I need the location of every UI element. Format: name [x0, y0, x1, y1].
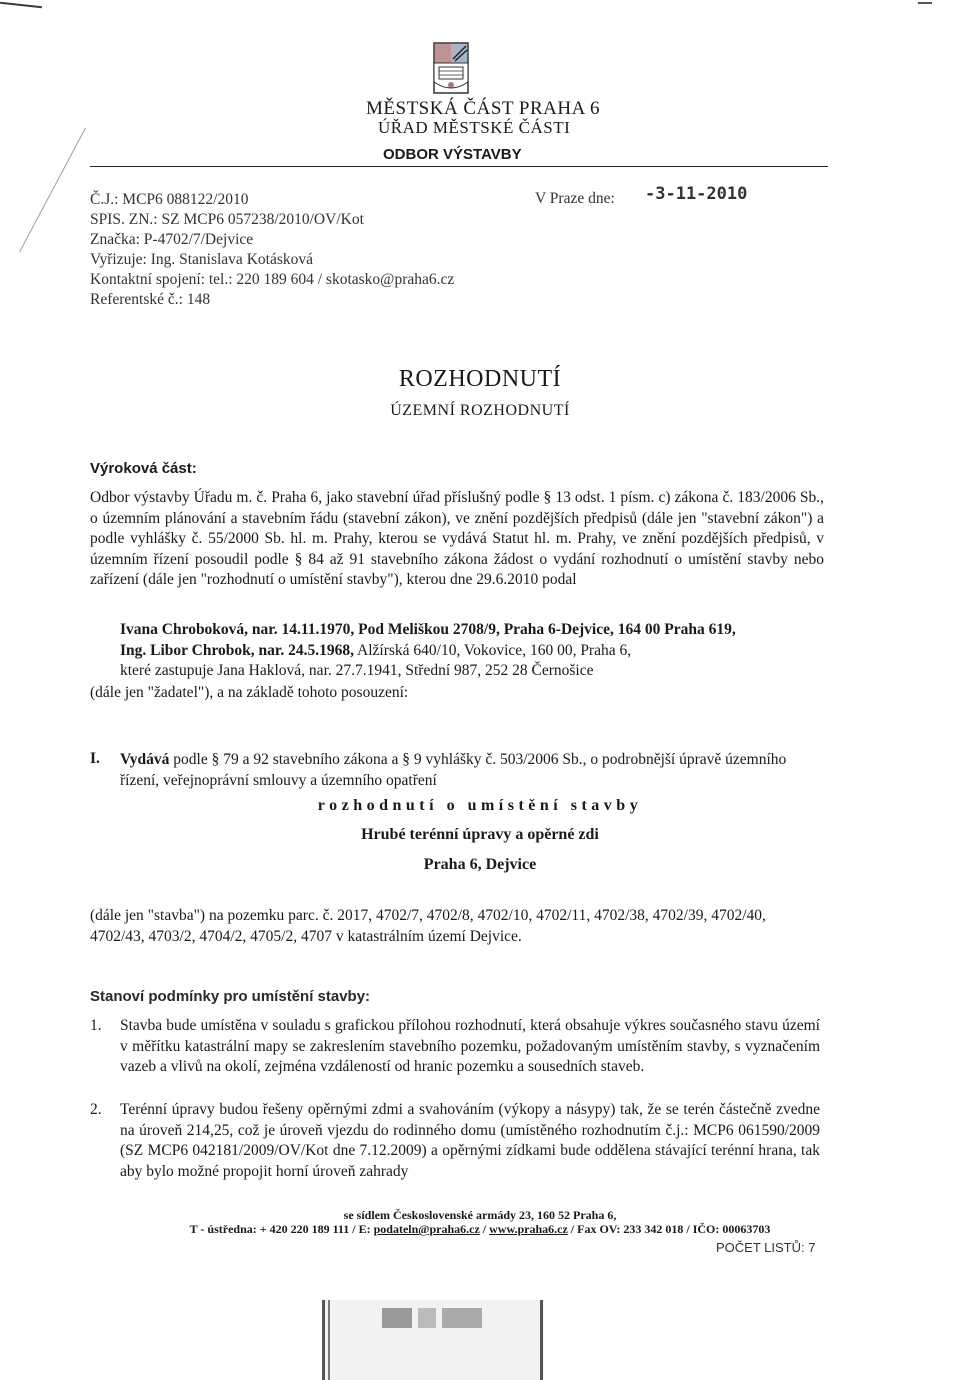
scan-mark-top-right	[918, 2, 932, 4]
document-title: ROZHODNUTÍ	[398, 366, 562, 392]
footer-contacts	[0, 1222, 960, 1237]
scan-mark-diagonal	[19, 128, 86, 252]
barcode-sticker-icon	[322, 1300, 544, 1380]
coat-of-arms-icon	[433, 42, 469, 94]
reference-line: SPIS. ZN.: SZ MCP6 057238/2010/OV/Kot	[90, 211, 364, 228]
project-location: Praha 6, Dejvice	[423, 856, 537, 873]
condition-number: 2.	[90, 1101, 102, 1118]
reference-line: Č.J.: MCP6 088122/2010	[90, 191, 249, 208]
section-label: Výroková část:	[90, 460, 197, 477]
applicant-2-name: Ing. Libor Chrobok, nar. 24.5.1968,	[120, 641, 354, 659]
condition-text: Terénní úpravy budou řešeny opěrnými zdmi a svahováním (výkopy a násypy) tak, že se terén částečně zvedne na úroveň 214,25, což je úroveň vjezdu do rodinného domu (umístěného rozhodnutím č.j.: MCP6 061590/2009 (SZ MCP6 042181/2009/OV/Kot dne 7.12.2009) a opěrnými zídkami bude oddělena stávající terénní hrana, tak aby bylo možné propojit horní úroveň zahrady	[120, 1101, 820, 1180]
footer-web-link[interactable]: www.praha6.cz	[489, 1222, 568, 1236]
decision-statement	[120, 750, 820, 791]
applicant-1: Ivana Chroboková, nar. 14.11.1970, Pod Meliškou 2708/9, Praha 6-Dejvice, 164 00 Praha 619,	[120, 621, 736, 638]
document-subtitle: ÚZEMNÍ ROZHODNUTÍ	[390, 402, 570, 419]
footer-email-link[interactable]: podateln@praha6.cz	[373, 1222, 480, 1236]
place-label: V Praze dne:	[535, 190, 615, 207]
conditions-heading: Stanoví podmínky pro umístění stavby:	[90, 988, 371, 1005]
header-divider	[90, 166, 828, 167]
part-numeral: I.	[90, 750, 100, 767]
scan-mark-top-left	[0, 2, 42, 8]
reference-line: Vyřizuje: Ing. Stanislava Kotásková	[90, 251, 313, 268]
footer-contacts-suffix: / Fax OV: 233 342 018 / IČO: 00063703	[567, 1222, 771, 1236]
parcels-paragraph: (dále jen "stavba") na pozemku parc. č. 2017, 4702/7, 4702/8, 4702/10, 4702/11, 4702/38, 4702/39, 4702/40, 4702/43, 4703/2, 4704/2, 4705/2, 4707 v katastrálním území Dejvice.	[90, 907, 766, 945]
footer-contacts-prefix: T - ústředna: + 420 220 189 111 / E:	[189, 1222, 374, 1236]
decision-heading: rozhodnutí o umístění stavby	[317, 797, 643, 814]
condition-item	[90, 1100, 820, 1182]
applicant-definition: (dále jen "žadatel"), a na základě tohoto posouzení:	[90, 684, 409, 701]
applicants-block	[120, 620, 830, 682]
condition-item	[90, 1016, 820, 1078]
applicant-2-address: Alžírská 640/10, Vokovice, 160 00, Praha 6,	[354, 641, 632, 659]
reference-line: Značka: P-4702/7/Dejvice	[90, 231, 254, 248]
authority-office: ÚŘAD MĚSTSKÉ ČÁSTI	[378, 118, 571, 137]
department-name: ODBOR VÝSTAVBY	[383, 146, 522, 163]
representative: které zastupuje Jana Haklová, nar. 27.7.1941, Střední 987, 252 28 Černošice	[120, 662, 594, 679]
date-stamp: -3-11-2010	[645, 184, 748, 204]
condition-number: 1.	[90, 1017, 102, 1034]
condition-text: Stavba bude umístěna v souladu s grafickou přílohou rozhodnutí, která obsahuje výkres současného stavu území v měřítku katastrální mapy se zakreslením stavebního pozemku, požadovaným umístěním stavby, s vyznačením vazeb a vlivů na okolí, zejména vzdáleností od hranic pozemku a sousedních staveb.	[120, 1017, 820, 1075]
reference-block	[90, 190, 454, 310]
decision-statement-text: podle § 79 a 92 stavebního zákona a § 9 vyhlášky č. 503/2006 Sb., o podrobnější úpravě územního řízení, veřejnoprávní smlouvy a územního opatření	[120, 751, 787, 789]
project-name: Hrubé terénní úpravy a opěrné zdi	[361, 826, 599, 843]
intro-paragraph: Odbor výstavby Úřadu m. č. Praha 6, jako stavební úřad příslušný podle § 13 odst. 1 písm. c) zákona č. 183/2006 Sb., o územním plánování a stavebním řádu (stavební zákon), ve znění pozdějších předpisů (dále jen "stavební zákon") a podle vyhlášky č. 55/2000 Sb. hl. m. Prahy, kterou se vydává Statut hl. m. Prahy, ve znění pozdějších předpisů, v územním řízení posoudil podle § 84 až 91 stavebního zákona žádost o vydání rozhodnutí o umístění stavby nebo zařízení (dále jen "rozhodnutí o umístění stavby"), kterou dne 29.6.2010 podal	[90, 489, 824, 588]
reference-line: Kontaktní spojení: tel.: 220 189 604 / skotasko@praha6.cz	[90, 271, 455, 288]
decision-verb: Vydává	[120, 751, 170, 768]
footer-address: se sídlem Československé armády 23, 160 52 Praha 6,	[343, 1208, 617, 1222]
authority-name: MĚSTSKÁ ČÁST PRAHA 6	[366, 98, 601, 119]
reference-line: Referentské č.: 148	[90, 291, 211, 308]
footer-separator: /	[479, 1222, 490, 1236]
applicant-2	[120, 641, 830, 662]
sheet-count: POČET LISTŮ: 7	[716, 1240, 816, 1255]
